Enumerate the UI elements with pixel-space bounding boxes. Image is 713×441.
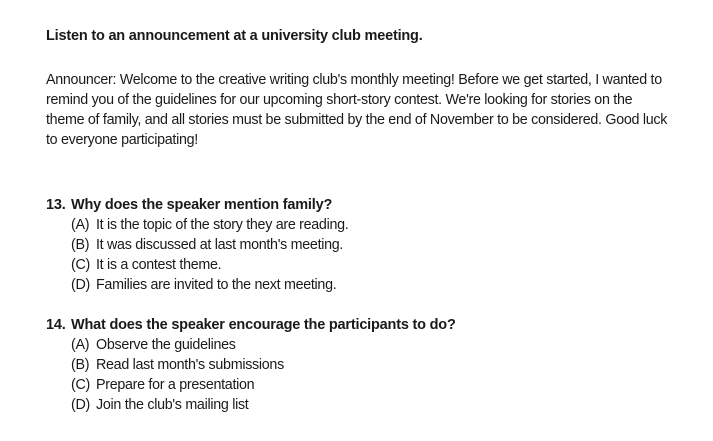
question-14 <box>46 315 686 415</box>
option-text: Prepare for a presentation <box>96 377 255 393</box>
option-letter: (A) <box>71 217 90 233</box>
option-letter: (D) <box>71 277 90 293</box>
option-text: Join the club's mailing list <box>96 397 249 413</box>
question-text: What does the speaker encourage the participants to do? <box>71 317 456 333</box>
option-text: Families are invited to the next meeting. <box>96 277 337 293</box>
answer-option-b[interactable] <box>71 235 686 255</box>
question-stem <box>46 315 686 335</box>
option-letter: (C) <box>71 377 90 393</box>
question-text: Why does the speaker mention family? <box>71 197 333 213</box>
question-number: 14. <box>46 317 66 333</box>
option-letter: (D) <box>71 397 90 413</box>
option-letter: (C) <box>71 257 90 273</box>
answer-options <box>46 215 686 295</box>
answer-option-a[interactable] <box>71 215 686 235</box>
option-text: It is a contest theme. <box>96 257 222 273</box>
option-text: Read last month's submissions <box>96 357 284 373</box>
answer-option-c[interactable] <box>71 375 686 395</box>
option-text: It was discussed at last month's meeting. <box>96 237 344 253</box>
announcement-transcript: Announcer: Welcome to the creative writing club's monthly meeting! Before we get started, I wanted to remind you of the guidelines for our upcoming short-story contest. We're looking for stories on the theme of family, and all stories must be submitted by the end of November to be considered. Good luck to everyone participating! <box>46 72 668 148</box>
answer-option-c[interactable] <box>71 255 686 275</box>
answer-option-d[interactable] <box>71 395 686 415</box>
option-letter: (B) <box>71 357 90 373</box>
option-text: Observe the guidelines <box>96 337 236 353</box>
answer-option-b[interactable] <box>71 355 686 375</box>
option-letter: (A) <box>71 337 90 353</box>
option-letter: (B) <box>71 237 90 253</box>
option-text: It is the topic of the story they are reading. <box>96 217 349 233</box>
answer-option-a[interactable] <box>71 335 686 355</box>
answer-option-d[interactable] <box>71 275 686 295</box>
instruction-text: Listen to an announcement at a university club meeting. <box>46 28 423 44</box>
question-number: 13. <box>46 197 66 213</box>
question-stem <box>46 195 686 215</box>
answer-options <box>46 335 686 415</box>
test-page <box>46 26 686 415</box>
question-13 <box>46 195 686 295</box>
